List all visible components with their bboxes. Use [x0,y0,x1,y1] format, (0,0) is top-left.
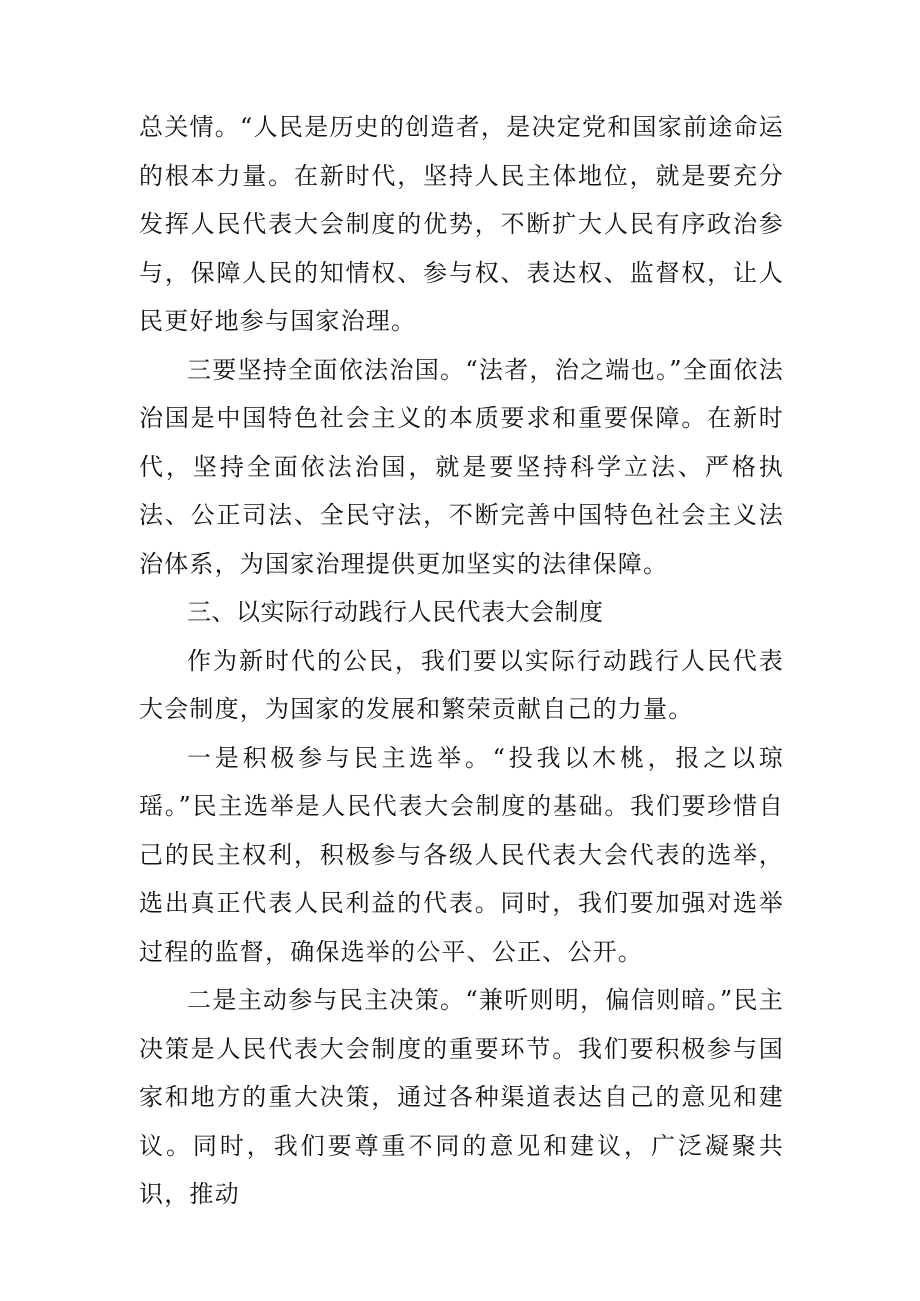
document-body [139,103,784,1219]
section-heading-practice: 三、以实际行动践行人民代表大会制度 [187,598,604,626]
paragraph-democratic-election: 一是积极参与民主选举。“投我以木桃，报之以琼瑶。”民主选举是人民代表大会制度的基础。我们要珍惜自己的民主权利，积极参与各级人民代表大会代表的选举，选出真正代表人民利益的代表。同时，我们要加强对选举过程的监督，确保选举的公平、公正、公开。 [139,743,784,966]
paragraph-democratic-decision: 二是主动参与民主决策。“兼听则明，偏信则暗。”民主决策是人民代表大会制度的重要环节。我们要积极参与国家和地方的重大决策，通过各种渠道表达自己的意见和建议。同时，我们要尊重不同的意见和建议，广泛凝聚共识，推动 [139,986,784,1208]
paragraph-citizen-role: 作为新时代的公民，我们要以实际行动践行人民代表大会制度，为国家的发展和繁荣贡献自己的力量。 [139,646,784,723]
paragraph-people-governance: 总关情。“人民是历史的创造者，是决定党和国家前途命运的根本力量。在新时代，坚持人民主体地位，就是要充分发挥人民代表大会制度的优势，不断扩大人民有序政治参与，保障人民的知情权、参与权、表达权、监督权，让人民更好地参与国家治理。 [139,113,784,335]
paragraph-rule-of-law: 三要坚持全面依法治国。“法者，治之端也。”全面依法治国是中国特色社会主义的本质要求和重要保障。在新时代，坚持全面依法治国，就是要坚持科学立法、严格执法、公正司法、全民守法，不断完善中国特色社会主义法治体系，为国家治理提供更加坚实的法律保障。 [139,355,784,578]
